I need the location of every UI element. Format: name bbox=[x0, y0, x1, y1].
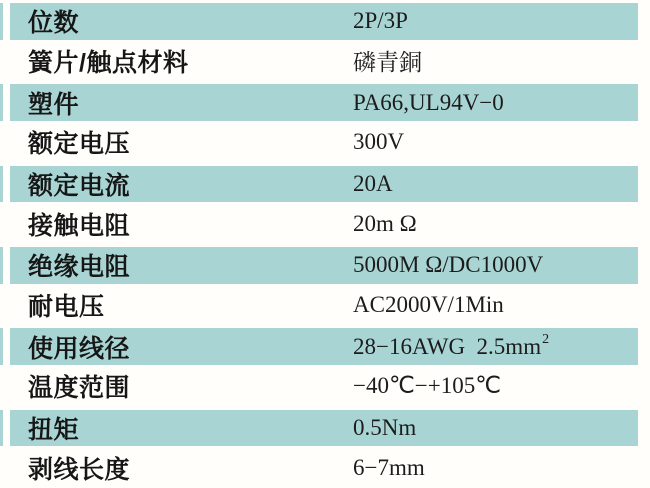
table-row bbox=[0, 244, 650, 285]
spec-label: 温度范围 bbox=[28, 374, 131, 403]
spec-value: PA66,UL94V−0 bbox=[353, 89, 504, 115]
column-gap bbox=[3, 81, 10, 122]
column-gap bbox=[3, 407, 10, 448]
row-band bbox=[10, 81, 638, 122]
spec-value bbox=[353, 331, 550, 360]
spec-label: 簧片/触点材料 bbox=[28, 48, 189, 77]
right-margin bbox=[638, 244, 650, 285]
table-row bbox=[0, 325, 650, 366]
spec-label: 扭矩 bbox=[28, 415, 80, 444]
right-margin bbox=[638, 203, 650, 244]
column-gap bbox=[3, 203, 10, 244]
column-gap bbox=[3, 447, 10, 488]
spec-value: 20m Ω bbox=[353, 210, 417, 236]
table-row bbox=[0, 285, 650, 326]
spec-label: 耐电压 bbox=[28, 292, 105, 321]
spec-value-text: 28−16AWG 2.5mm bbox=[353, 333, 542, 359]
spec-label: 额定电压 bbox=[28, 130, 131, 159]
right-margin bbox=[638, 0, 650, 41]
row-band bbox=[10, 285, 638, 326]
column-gap bbox=[3, 366, 10, 407]
spec-label: 接触电阻 bbox=[28, 211, 131, 240]
right-margin bbox=[638, 407, 650, 448]
spec-value: 0.5Nm bbox=[353, 414, 417, 440]
row-band bbox=[10, 325, 638, 366]
row-band bbox=[10, 447, 638, 488]
spec-value: 20A bbox=[353, 170, 393, 196]
right-margin bbox=[638, 122, 650, 163]
right-margin bbox=[638, 163, 650, 204]
superscript-exponent: 2 bbox=[542, 331, 550, 347]
column-gap bbox=[3, 325, 10, 366]
spec-label: 额定电流 bbox=[28, 171, 131, 200]
column-gap bbox=[3, 244, 10, 285]
table-row bbox=[0, 366, 650, 407]
spec-value: 6−7mm bbox=[353, 454, 425, 480]
column-gap bbox=[3, 122, 10, 163]
right-margin bbox=[638, 285, 650, 326]
row-band bbox=[10, 203, 638, 244]
row-band bbox=[10, 122, 638, 163]
spec-label: 绝缘电阻 bbox=[28, 253, 131, 282]
right-margin bbox=[638, 447, 650, 488]
spec-value: 磷青銅 bbox=[353, 50, 422, 76]
row-band bbox=[10, 366, 638, 407]
spec-value: −40℃−+105℃ bbox=[353, 373, 502, 399]
spec-value: AC2000V/1Min bbox=[353, 291, 504, 317]
column-gap bbox=[3, 163, 10, 204]
right-margin bbox=[638, 41, 650, 82]
row-band bbox=[10, 407, 638, 448]
table-row bbox=[0, 407, 650, 448]
column-gap bbox=[3, 41, 10, 82]
row-band bbox=[10, 244, 638, 285]
spec-label: 位数 bbox=[28, 9, 80, 38]
spec-label: 塑件 bbox=[28, 90, 80, 119]
right-margin bbox=[638, 81, 650, 122]
right-margin bbox=[638, 325, 650, 366]
spec-value: 2P/3P bbox=[353, 8, 408, 34]
table-row bbox=[0, 41, 650, 82]
table-row bbox=[0, 81, 650, 122]
table-row bbox=[0, 447, 650, 488]
row-band bbox=[10, 163, 638, 204]
column-gap bbox=[3, 0, 10, 41]
spec-label: 剥线长度 bbox=[28, 455, 131, 484]
table-row bbox=[0, 0, 650, 41]
row-band bbox=[10, 41, 638, 82]
spec-value: 5000M Ω/DC1000V bbox=[353, 252, 544, 278]
spec-value: 300V bbox=[353, 129, 405, 155]
column-gap bbox=[3, 285, 10, 326]
right-margin bbox=[638, 366, 650, 407]
table-row bbox=[0, 163, 650, 204]
table-row bbox=[0, 203, 650, 244]
table-row bbox=[0, 122, 650, 163]
row-band bbox=[10, 0, 638, 41]
spec-label: 使用线径 bbox=[28, 334, 131, 363]
